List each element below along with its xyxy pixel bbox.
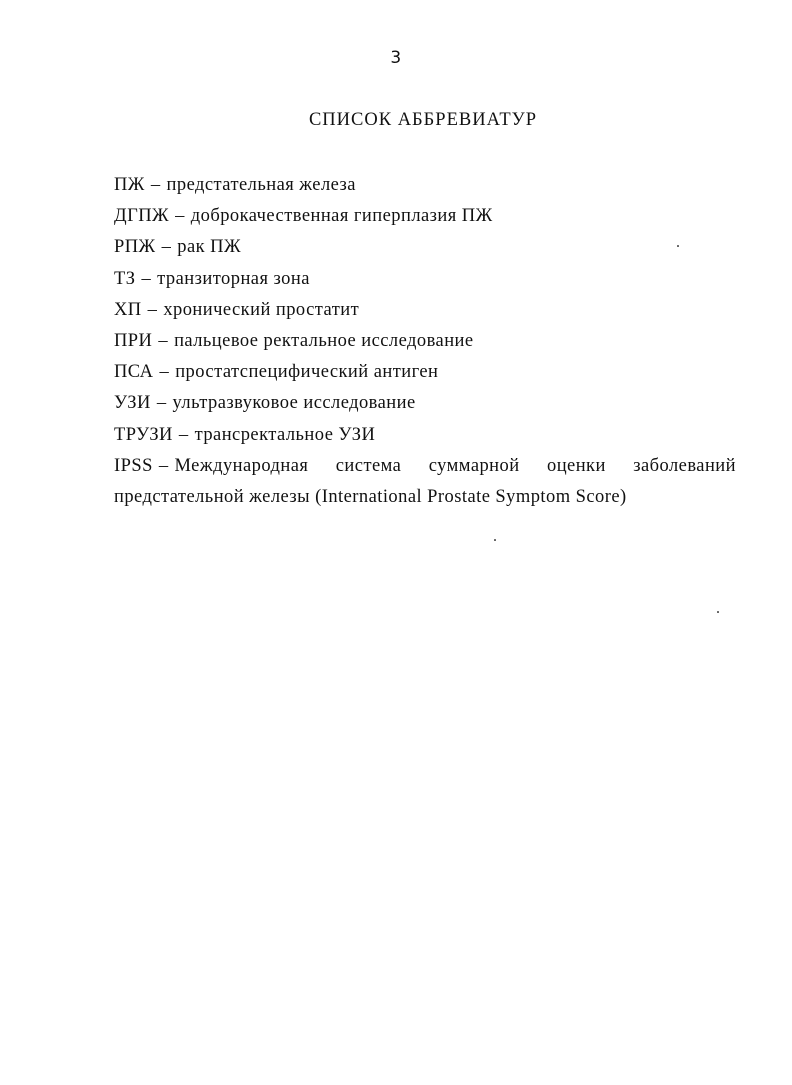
scan-speck xyxy=(677,245,679,247)
dash: – xyxy=(156,393,167,414)
dash: – xyxy=(178,424,189,445)
list-item xyxy=(114,264,736,295)
abbreviation: ТЗ xyxy=(114,268,136,289)
list-item xyxy=(114,201,736,232)
dash: – xyxy=(141,268,152,289)
scan-speck xyxy=(494,539,496,541)
abbreviation: ТРУЗИ xyxy=(114,424,173,445)
list-item xyxy=(114,420,736,451)
dash: – xyxy=(175,206,185,227)
list-item xyxy=(114,170,736,201)
dash: – xyxy=(161,237,172,258)
dash: – xyxy=(158,330,169,351)
definition: доброкачественная гиперплазия ПЖ xyxy=(190,206,493,227)
list-item xyxy=(114,326,736,357)
definition: ультразвуковое исследование xyxy=(172,393,416,414)
list-item-ipss xyxy=(114,451,736,513)
abbreviation: IPSS xyxy=(114,455,153,476)
abbreviation: ПСА xyxy=(114,362,154,383)
dash: – xyxy=(150,175,161,195)
abbreviation: УЗИ xyxy=(114,393,151,414)
dash: – xyxy=(147,299,158,320)
page-title: СПИСОК АББРЕВИАТУР xyxy=(308,110,538,130)
definition: хронический простатит xyxy=(163,299,360,320)
definition: предстательная железа xyxy=(166,175,356,195)
abbreviation: ХП xyxy=(114,299,142,320)
abbreviation-list xyxy=(114,170,736,513)
list-item xyxy=(114,388,736,419)
definition: Международная система суммарной оценки заболеваний xyxy=(174,455,736,476)
definition: транзиторная зона xyxy=(157,268,310,289)
definition: трансректальное УЗИ xyxy=(194,424,376,445)
ipss-first-line xyxy=(114,451,736,482)
list-item xyxy=(114,295,736,326)
definition-continued: предстательной железы (International Prostate Symptom Score) xyxy=(114,486,627,507)
definition: простатспецифический антиген xyxy=(175,362,439,383)
list-item xyxy=(114,357,736,388)
dash: – xyxy=(158,455,169,476)
abbreviation: ПРИ xyxy=(114,330,153,351)
list-item xyxy=(114,232,736,263)
scan-speck xyxy=(717,611,719,613)
definition: пальцевое ректальное исследование xyxy=(174,330,474,351)
abbreviation: РПЖ xyxy=(114,237,156,258)
abbreviation: ПЖ xyxy=(114,175,145,195)
abbreviation: ДГПЖ xyxy=(114,206,170,227)
page-number: 3 xyxy=(390,48,402,68)
definition: рак ПЖ xyxy=(177,237,241,258)
dash: – xyxy=(159,362,170,383)
